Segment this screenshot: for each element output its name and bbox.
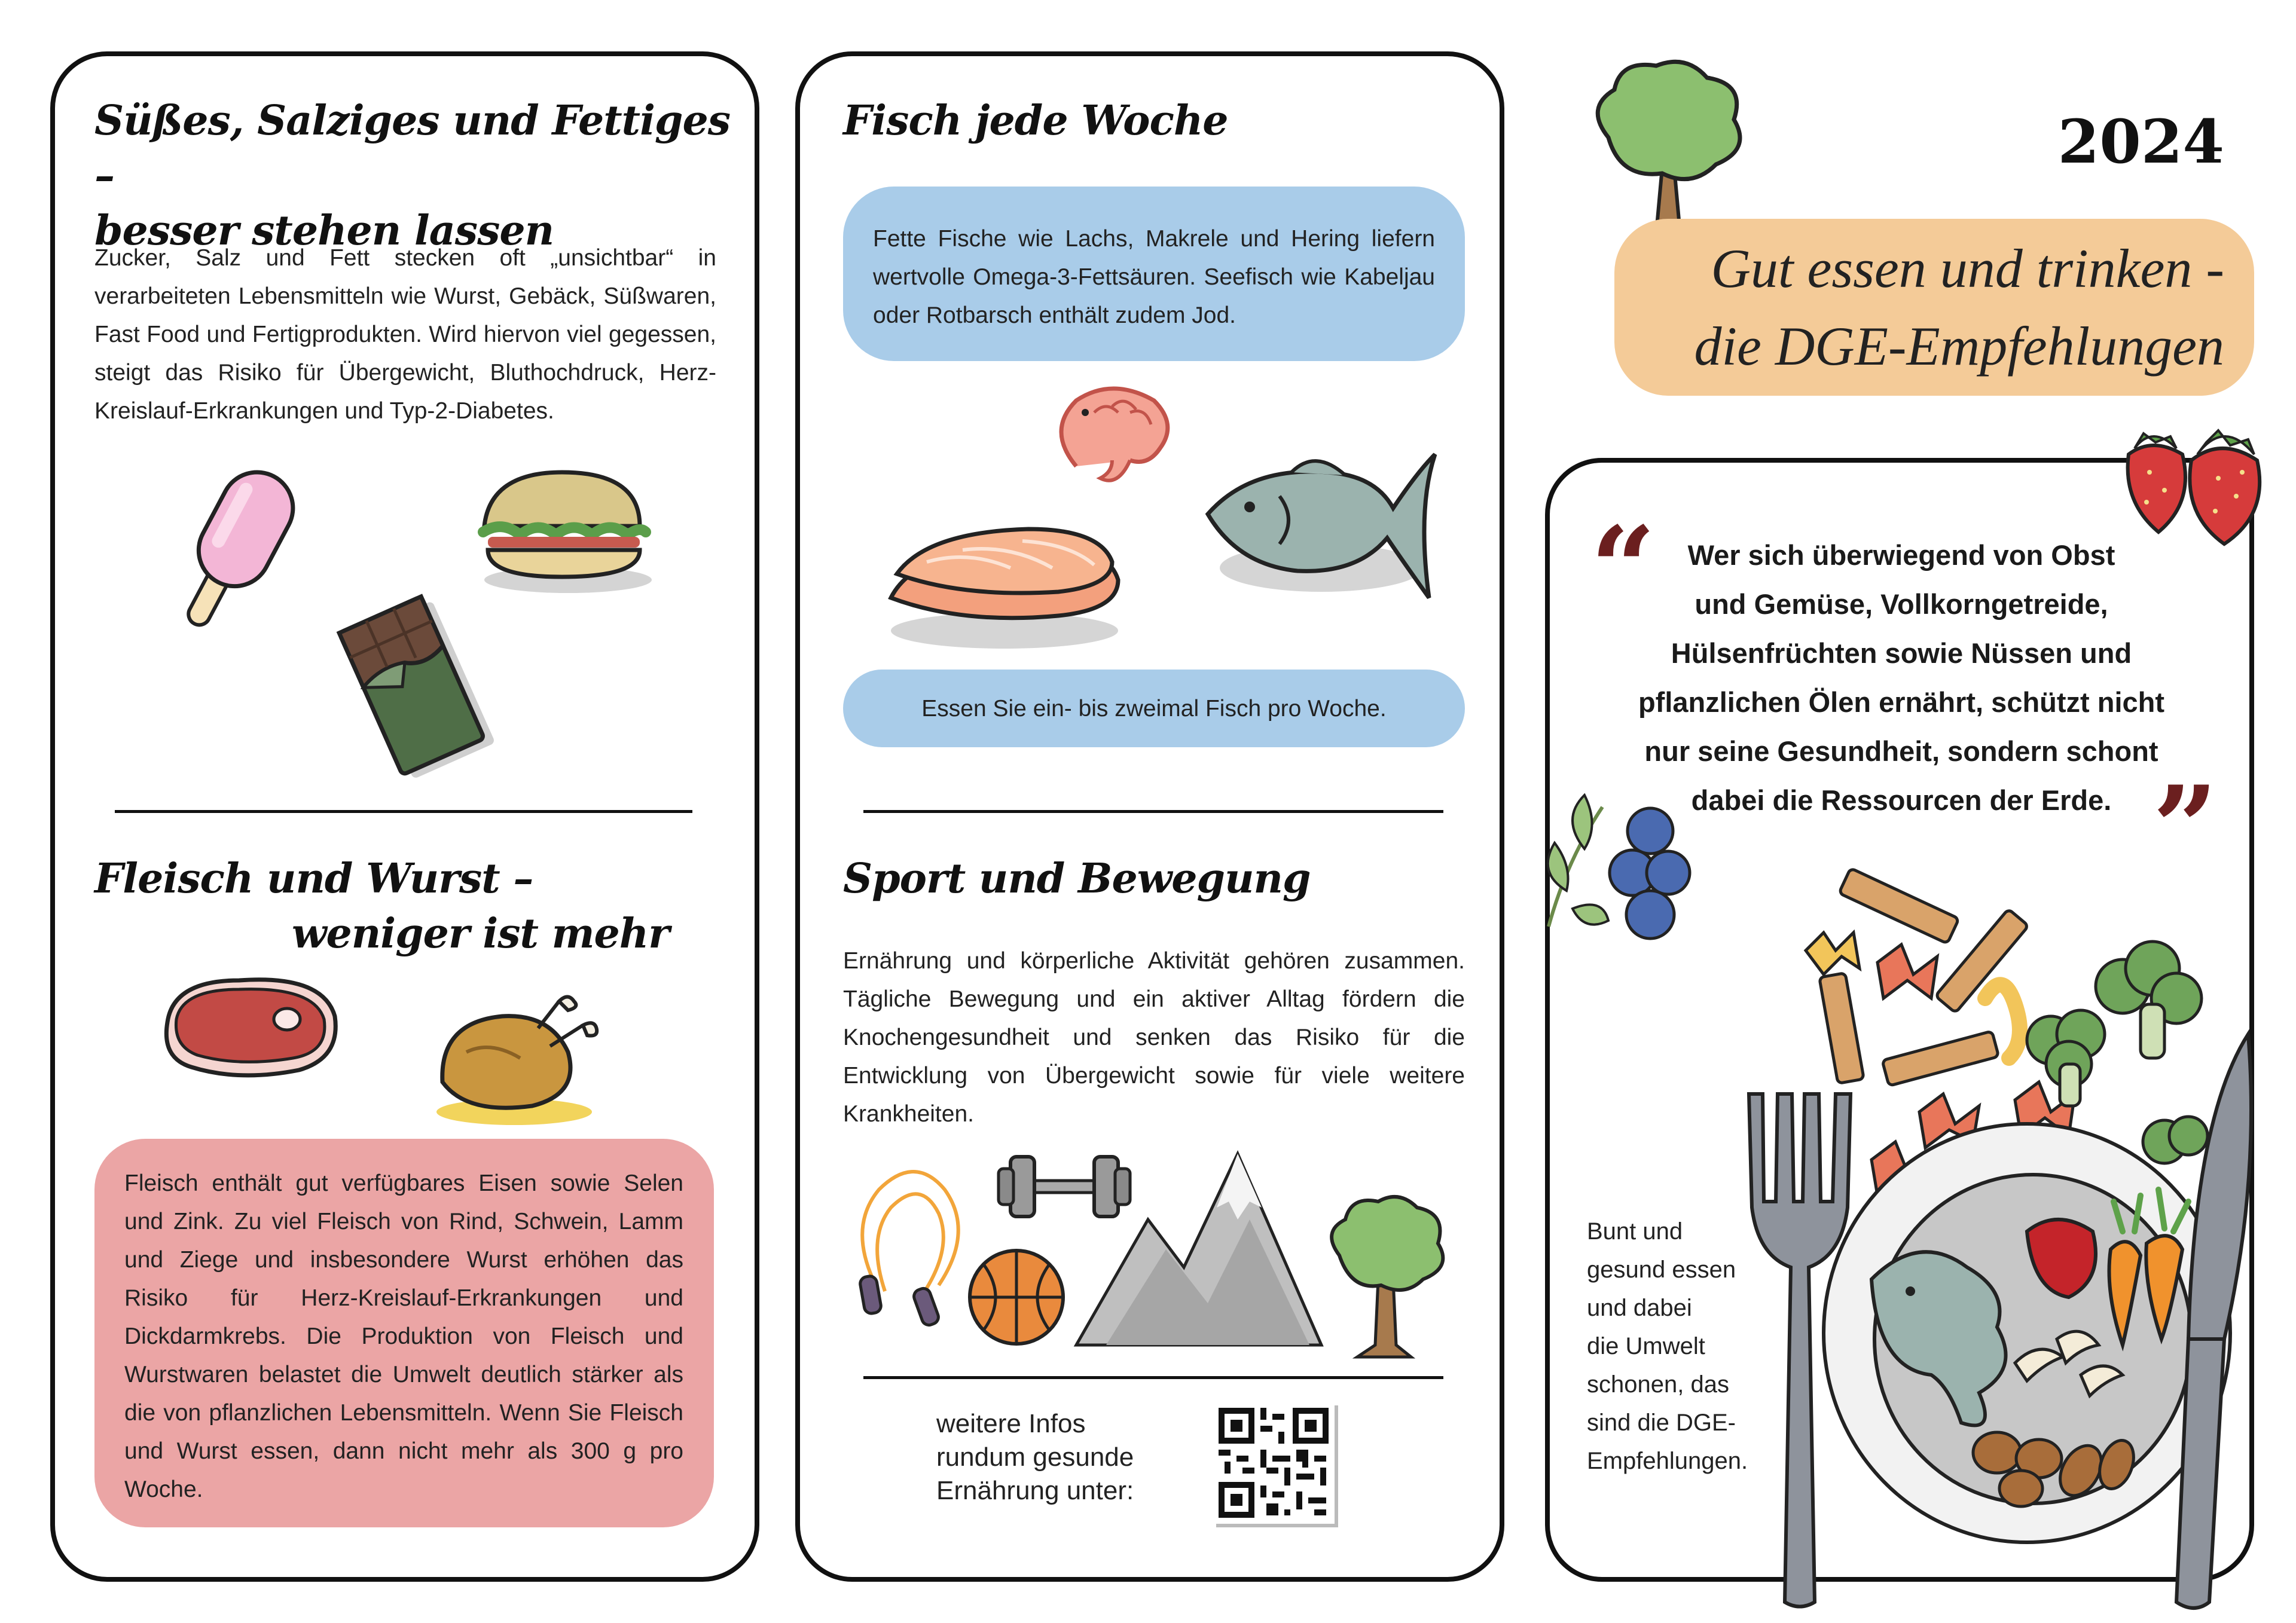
steak-icon [149,968,353,1088]
sport-heading: Sport und Bewegung [843,855,1311,903]
sweets-body: Zucker, Salz und Fett stecken oft „unsichtbar“ in verarbeiteten Lebensmitteln wie Wurst, Gebäck, Süßwaren, Fast Food und Fertigprodukten. Wird hiervon viel gegessen, steigt das Risiko für Übergewicht, Bluthochdruck, Herz-Kreislauf-Erkrankungen und Typ-2-Diabetes. [94,245,716,424]
quote-line: und Gemüse, Vollkorngetreide, [1694,588,2108,620]
fish-icon [1202,436,1441,616]
more-info-text [936,1407,1187,1508]
knife-icon [2158,1028,2266,1620]
main-title-line2: die DGE-Empfehlungen [1694,316,2224,377]
meat-heading-line1: Fleisch und Wurst – [94,855,533,903]
popsicle-icon [155,466,335,658]
chocolate-icon [311,574,508,789]
middle-divider [863,810,1443,813]
sport-body: Ernährung und körperliche Aktivität gehören zusammen. Tägliche Bewegung und ein aktiver Alltag fördern die Knochengesundheit und senken das Risiko für die Entwicklung von Übergewicht sowie für viele weitere Krankheiten. [843,948,1465,1127]
side-line: schonen, das [1587,1371,1729,1398]
salmon-fillet-icon [879,514,1130,652]
qr-code-icon[interactable] [1213,1402,1338,1527]
meat-heading [94,851,740,961]
year-label: 2024 [2057,106,2224,177]
mountains-icon [1070,1148,1333,1351]
left-divider [115,810,692,813]
side-line: Empfehlungen. [1587,1448,1748,1474]
fish-body: Fette Fische wie Lachs, Makrele und Hering liefern wertvolle Omega-3-Fettsäuren. Seefisch wie Kabeljau oder Rotbarsch enthält zudem Jod. [873,226,1435,328]
more-info-line1: weitere Infos [936,1409,1086,1438]
side-line: gesund essen [1587,1257,1736,1283]
side-line: Bunt und [1587,1218,1683,1245]
quote-close-mark: ” [2152,761,2218,894]
basketball-icon [963,1243,1070,1351]
more-info-line2: rundum gesunde [936,1442,1134,1472]
tree-icon [1321,1190,1453,1363]
fish-heading: Fisch jede Woche [843,97,1228,145]
sweets-heading-line1: Süßes, Salziges und Fettiges – [94,97,730,200]
side-line: und dabei [1587,1295,1692,1321]
quote-line: nur seine Gesundheit, sondern schont [1644,735,2158,767]
quote-open-mark: “ [1590,502,1656,635]
side-line: die Umwelt [1587,1333,1705,1359]
quote-line: pflanzlichen Ölen ernährt, schützt nicht [1638,686,2165,718]
roast-chicken-icon [430,980,610,1130]
quote-line: Wer sich überwiegend von Obst [1687,539,2115,571]
quote-line: dabei die Ressourcen der Erde. [1691,784,2112,816]
side-line: sind die DGE- [1587,1410,1736,1436]
quote-line: Hülsenfrüchten sowie Nüssen und [1671,637,2132,669]
more-info-line3: Ernährung unter: [936,1476,1134,1505]
jump-rope-icon [849,1154,981,1333]
blueberry-icon [1531,771,1710,950]
main-title [1626,230,2224,385]
strawberry-icon [2117,412,2296,550]
sweets-heading-line2: besser stehen lassen [94,207,554,255]
fish-tip: Essen Sie ein- bis zweimal Fisch pro Woche. [921,696,1387,722]
main-title-line1: Gut essen und trinken - [1711,238,2224,299]
shrimp-icon [1040,377,1196,496]
meat-heading-line2: weniger ist mehr [292,910,670,958]
sweets-heading [94,93,740,258]
meat-body: Fleisch enthält gut verfügbares Eisen sowie Selen und Zink. Zu viel Fleisch von Rind, Schwein, Lamm und Ziege und insbesondere Wurst erhöhen das Risiko für Herz-Kreislauf-Erkrankungen und Dickdarmkrebs. Die Produktion von Fleisch und Wurstwaren belastet die Umwelt deutlich stärker als die von pflanzlichen Lebensmitteln. Wenn Sie Fleisch und Wurst essen, dann nicht mehr als 300 g pro Woche. [124,1170,683,1502]
info-divider [863,1376,1443,1379]
side-text [1587,1212,1778,1480]
